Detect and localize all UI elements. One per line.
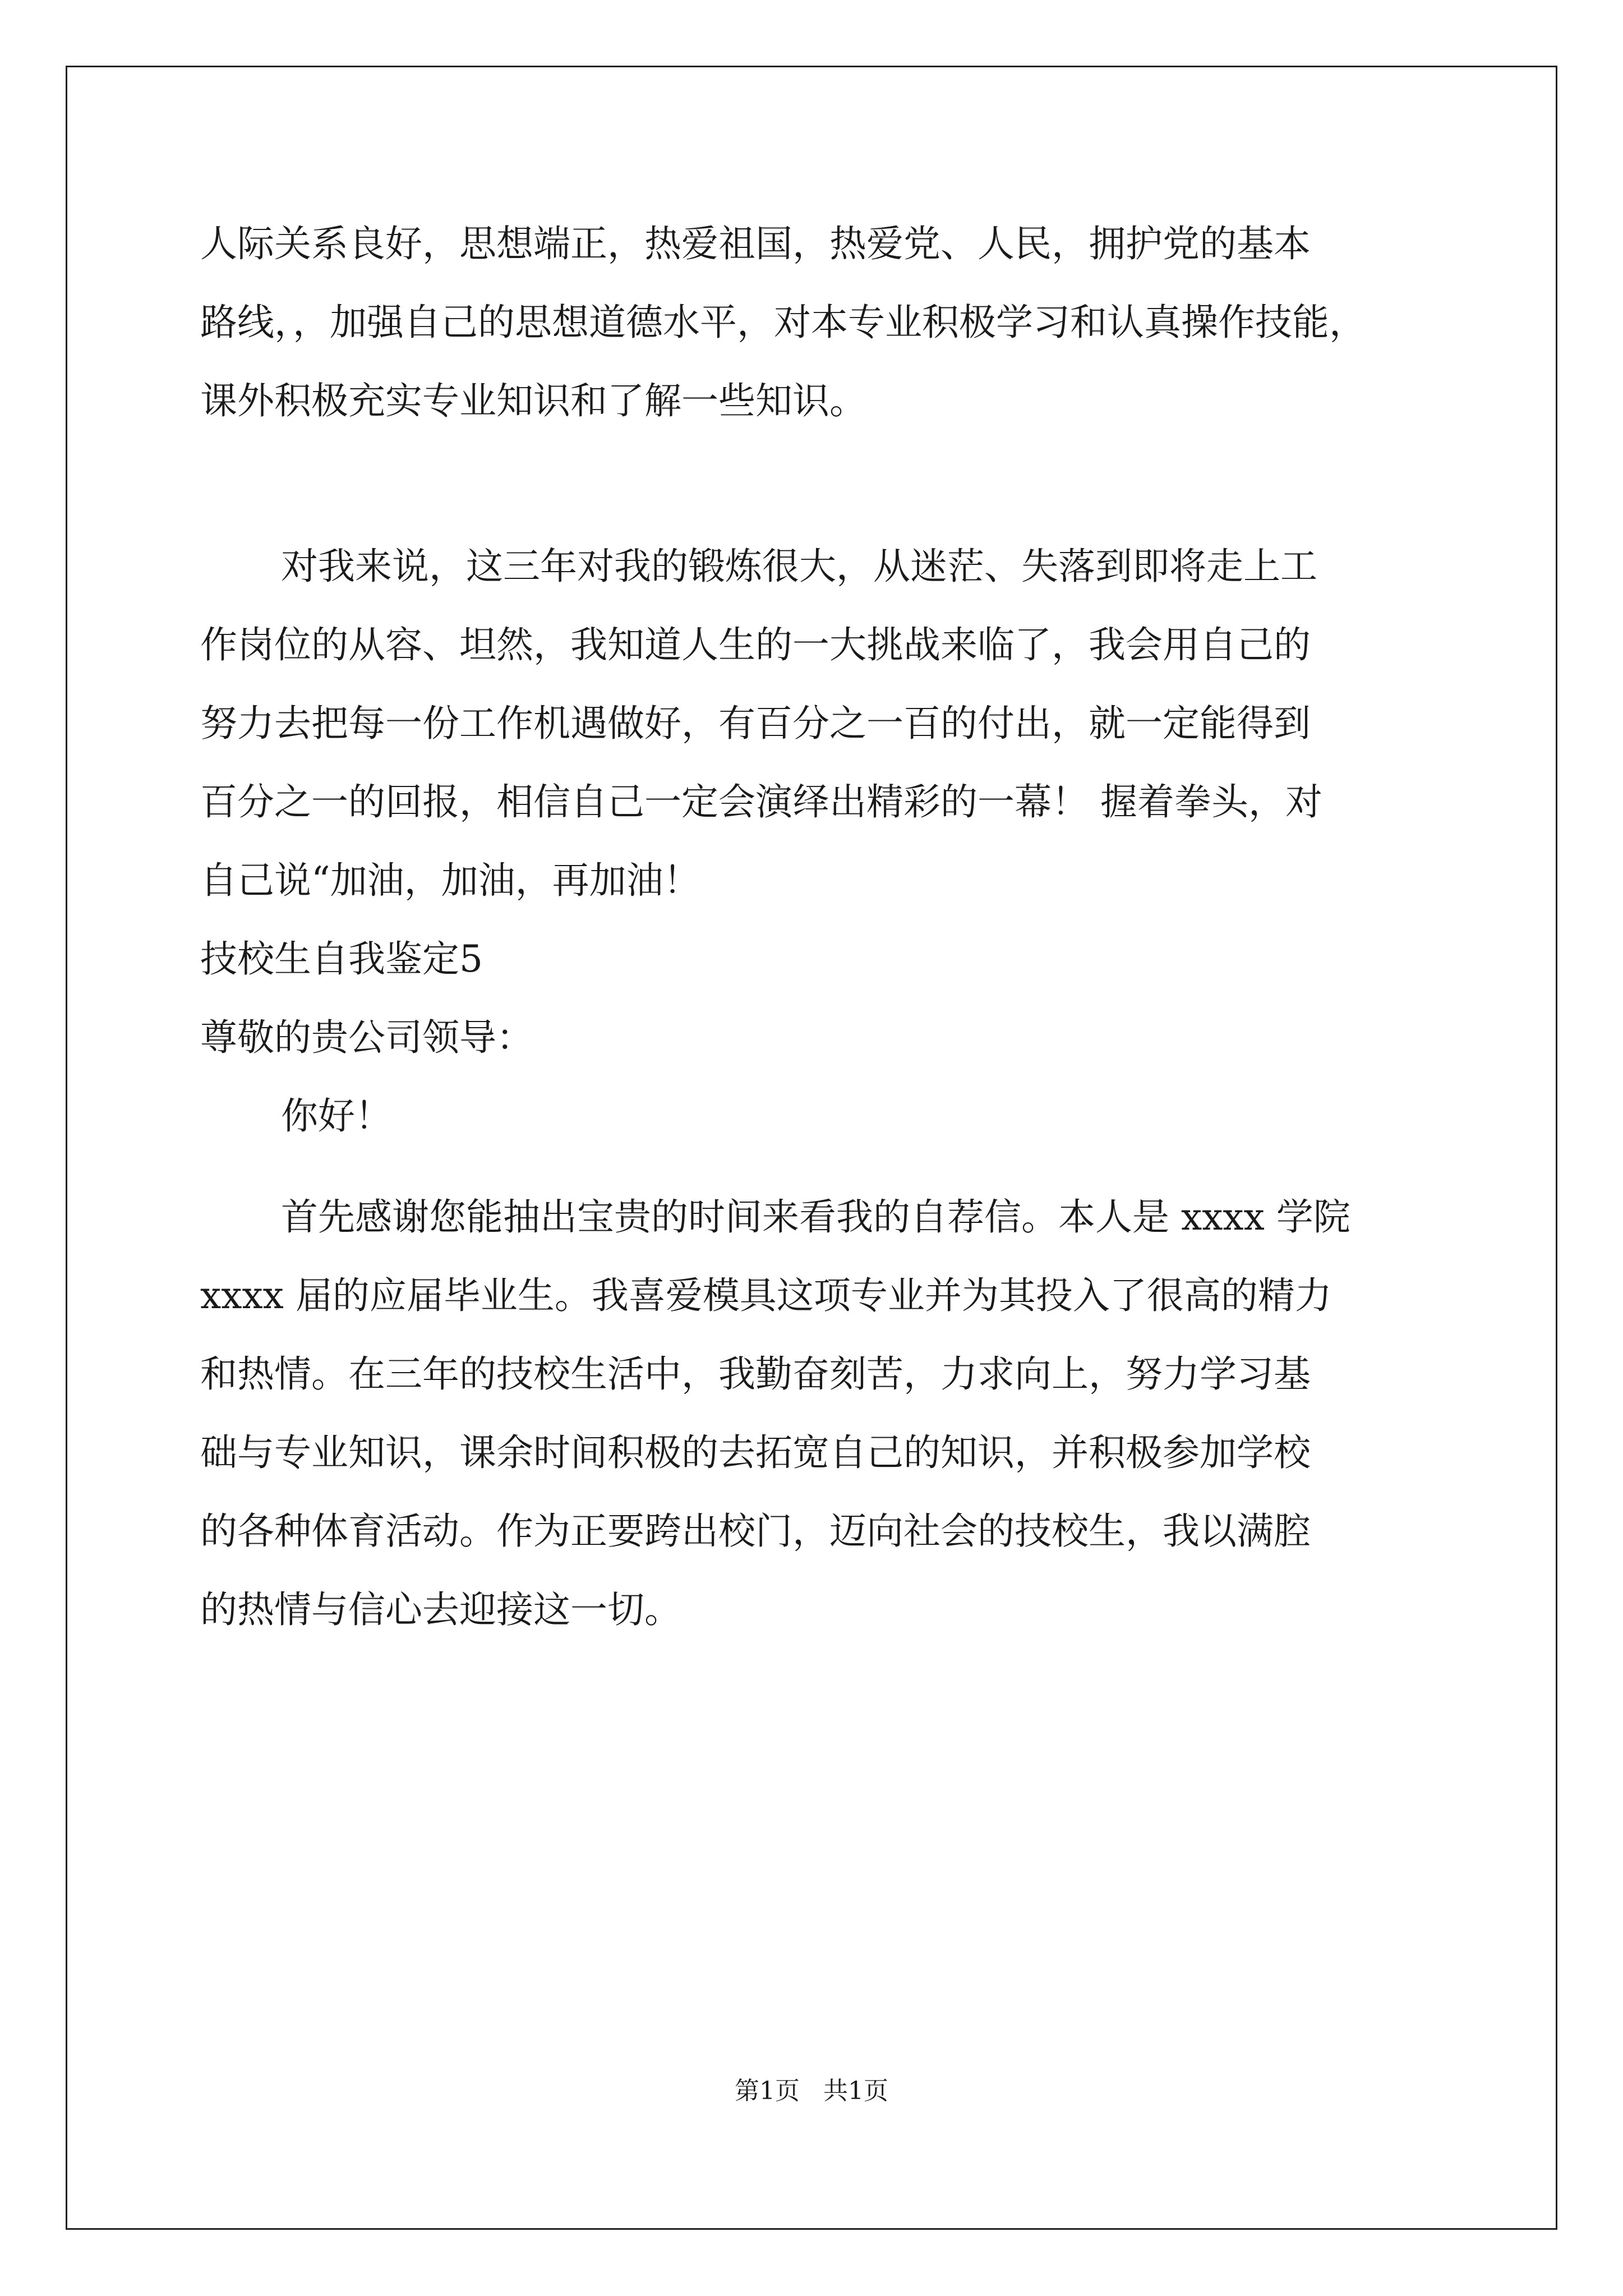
- text-line: xxxx 届的应届毕业生。我喜爱模具这项专业并为其投入了很高的精力: [200, 1274, 1332, 1317]
- text-line: 和热情。在三年的技校生活中，我勤奋刻苦，力求向上，努力学习基: [200, 1352, 1311, 1396]
- text-line: 对我来说，这三年对我的锻炼很大，从迷茫、失落到即将走上工: [281, 545, 1317, 588]
- text-line: 础与专业知识，课余时间积极的去拓宽自己的知识，并积极参加学校: [200, 1431, 1311, 1474]
- text-line: 自己说“加油，加油，再加油！: [200, 859, 700, 902]
- text-line: 首先感谢您能抽出宝贵的时间来看我的自荐信。本人是 xxxx 学院: [281, 1195, 1350, 1239]
- text-line: 作岗位的从容、坦然，我知道人生的一大挑战来临了，我会用自己的: [200, 623, 1311, 666]
- salutation: 尊敬的贵公司领导：: [200, 1016, 533, 1059]
- text-line: 努力去把每一份工作机遇做好，有百分之一百的付出，就一定能得到: [200, 702, 1311, 745]
- text-line: 路线，，加强自己的思想道德水平，对本专业积极学习和认真操作技能，: [200, 301, 1366, 344]
- text-line: 的各种体育活动。作为正要跨出校门，迈向社会的技校生，我以满腔: [200, 1510, 1311, 1553]
- text-line: 的热情与信心去迎接这一切。: [200, 1588, 681, 1631]
- page-footer: 第1页 共1页: [735, 2077, 888, 2105]
- text-line: 人际关系良好，思想端正，热爱祖国，热爱党、人民，拥护党的基本: [200, 222, 1311, 265]
- text-line: 课外积极充实专业知识和了解一些知识。: [200, 379, 866, 422]
- greeting: 你好！: [281, 1094, 392, 1138]
- section-heading: 技校生自我鉴定5: [200, 937, 483, 981]
- text-line: 百分之一的回报，相信自己一定会演绎出精彩的一幕！ 握着拳头，对: [200, 780, 1322, 823]
